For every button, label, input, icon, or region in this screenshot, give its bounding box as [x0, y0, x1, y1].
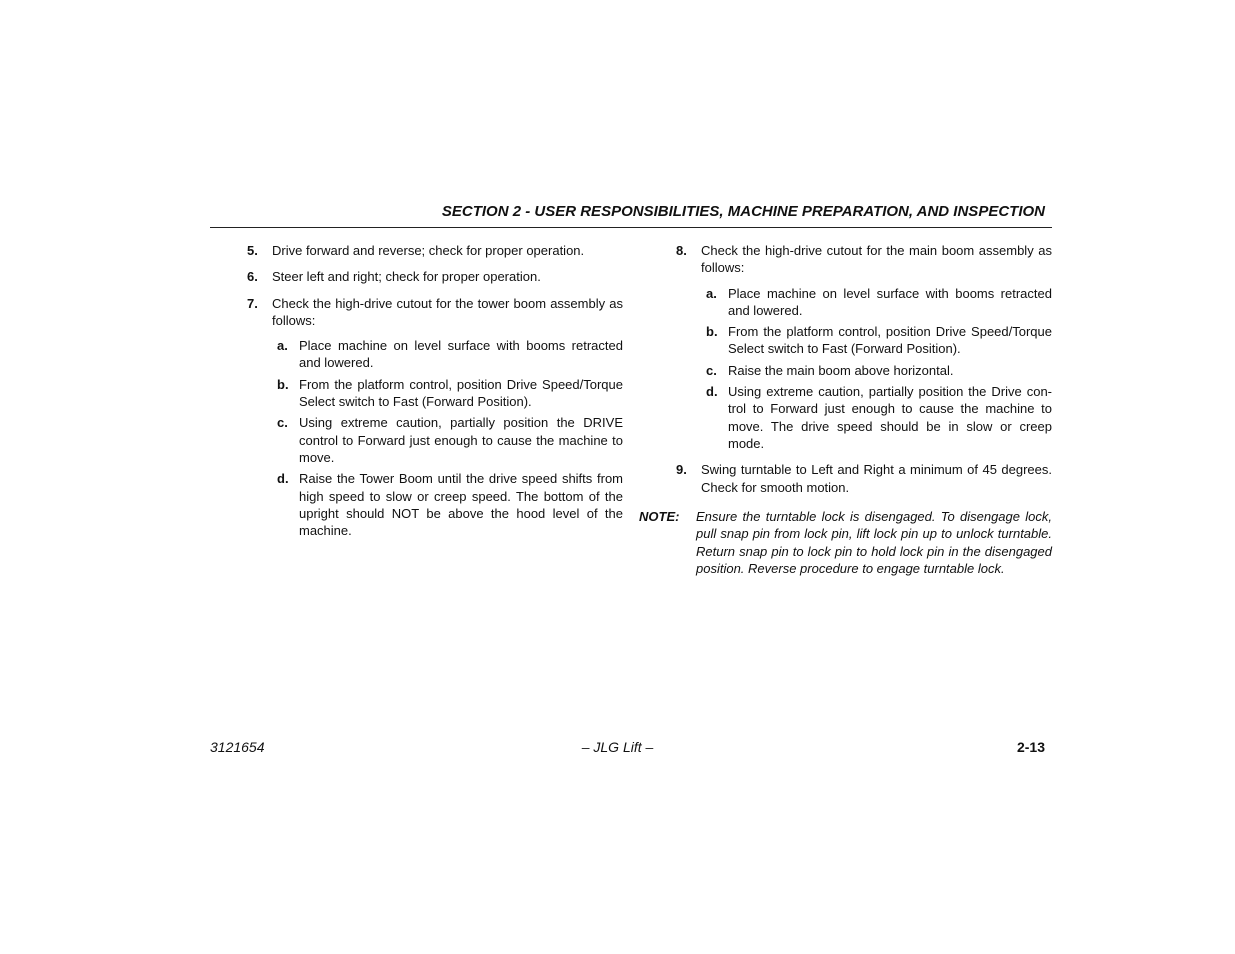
sub-letter: c. — [277, 415, 288, 431]
note-label: NOTE: — [639, 509, 680, 524]
sub-text: Using extreme caution, partially position the Drive con-trol to Forward just enough to cause the machine to move. The drive speed should be in slow or creep mode. — [728, 384, 1052, 451]
sub-item-c — [277, 414, 623, 466]
sub-letter: a. — [277, 338, 288, 354]
sub-text: Using extreme caution, partially position the DRIVE control to Forward just enough to cause the machine to move. — [299, 415, 623, 465]
list-item-9 — [676, 461, 1052, 496]
sub-letter: c. — [706, 362, 717, 378]
footer-brand: – JLG Lift – — [581, 739, 654, 755]
item-text: Check the high-drive cutout for the main boom assembly as follows: — [701, 243, 1052, 276]
left-column — [247, 242, 623, 548]
note-block — [639, 508, 1052, 577]
sub-list — [676, 285, 1052, 453]
sub-letter: b. — [277, 376, 289, 392]
sub-letter: b. — [706, 324, 718, 340]
sub-item-b — [277, 376, 623, 411]
sub-text: From the platform control, position Drive Speed/Torque Select switch to Fast (Forward Position). — [728, 324, 1052, 357]
sub-list — [247, 337, 623, 539]
sub-text: Place machine on level surface with booms retracted and lowered. — [728, 285, 1052, 318]
list-item-8 — [676, 242, 1052, 277]
sub-letter: a. — [706, 285, 717, 301]
item-number: 7. — [247, 295, 258, 311]
footer-page-number: 2-13 — [1016, 739, 1045, 755]
list-item-5 — [247, 242, 623, 259]
item-number: 6. — [247, 269, 258, 285]
section-title: SECTION 2 - USER RESPONSIBILITIES, MACHINE PREPARATION, AND INSPECTION — [441, 203, 1045, 220]
sub-letter: d. — [277, 471, 289, 487]
note-text: Ensure the turntable lock is disengaged. To disengage lock, pull snap pin from lock pin, lift lock pin up to unlock turntable. Return snap pin to lock pin to hold lock pin in the disengaged position. Reverse procedure to engage turntable lock. — [696, 509, 1052, 576]
sub-item-b — [706, 323, 1052, 358]
item-number: 5. — [247, 243, 258, 258]
list-item-7 — [247, 295, 623, 330]
item-text: Check the high-drive cutout for the tower boom assembly as follows: — [272, 295, 623, 328]
item-text: Swing turntable to Left and Right a minimum of 45 degrees. Check for smooth motion. — [701, 462, 1052, 495]
sub-text: From the platform control, position Drive Speed/Torque Select switch to Fast (Forward Position). — [299, 376, 623, 410]
sub-item-a — [706, 285, 1052, 320]
list-item-6 — [247, 268, 623, 285]
footer-doc-number: 3121654 — [210, 739, 265, 755]
item-text: Steer left and right; check for proper operation. — [272, 269, 541, 285]
item-text: Drive forward and reverse; check for proper operation. — [272, 243, 585, 258]
sub-text: Raise the main boom above horizontal. — [728, 362, 954, 378]
sub-item-c — [706, 362, 1052, 379]
sub-item-d — [706, 383, 1052, 452]
sub-letter: d. — [706, 384, 718, 400]
sub-text: Raise the Tower Boom until the drive speed shifts from high speed to slow or creep speed. The bottom of the upright should NOT be above the hood level of the machine. — [299, 471, 623, 539]
right-column — [676, 242, 1052, 505]
sub-item-a — [277, 337, 623, 372]
section-header — [210, 203, 1052, 228]
sub-item-d — [277, 470, 623, 539]
item-number: 9. — [676, 462, 687, 478]
sub-text: Place machine on level surface with booms retracted and lowered. — [299, 338, 623, 371]
item-number: 8. — [676, 243, 687, 258]
